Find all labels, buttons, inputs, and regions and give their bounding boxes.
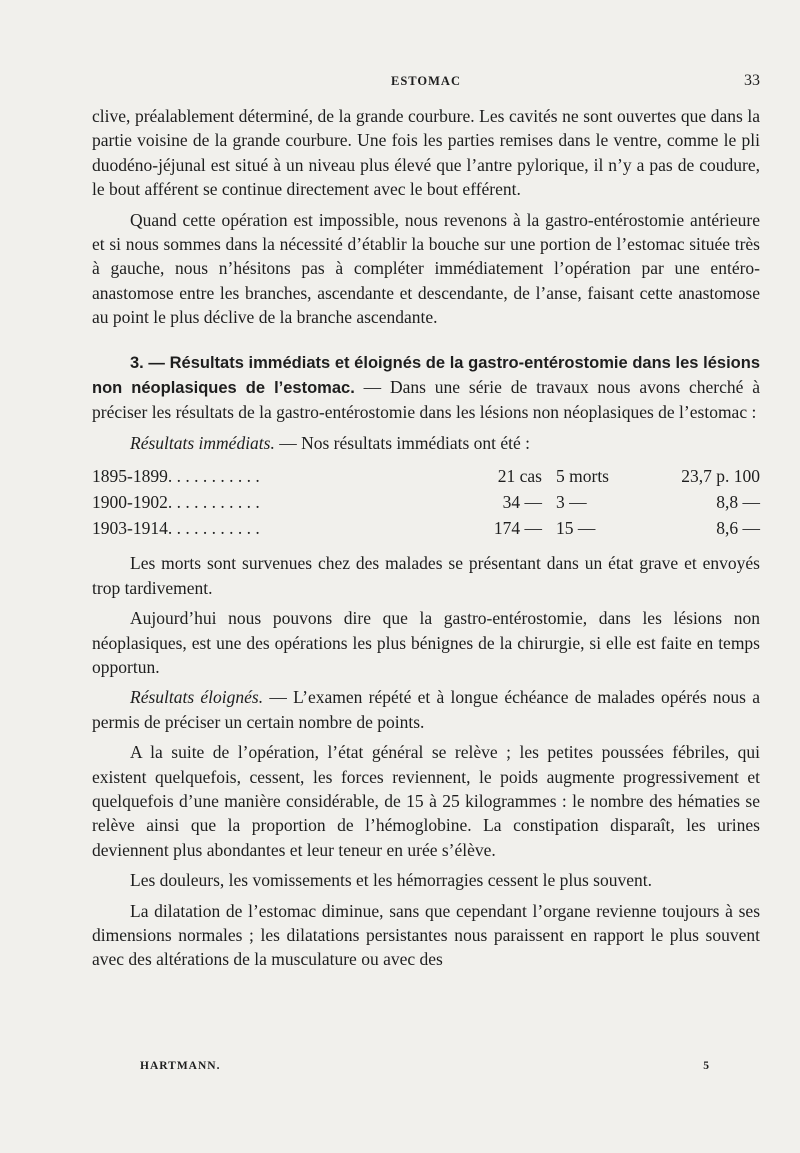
percent-cell: 23,7 p. 100 [681,466,760,487]
cases-cell: 21 cas [497,466,542,487]
deaths-cell: 5 morts [556,466,609,487]
paragraph-6: Aujourd’hui nous pouvons dire que la gastro-entérostomie, dans les lésions non néoplasiques, est une des opérations les plus bénignes de la chirurgie, si elle est faite en temps opportun. [92,608,760,677]
period-cell: 1895-1899. . . . . . . . . . . [92,466,260,487]
cases-cell: 34 — [502,492,542,513]
table-row [92,463,760,489]
cases-cell: 174 — [493,518,542,539]
paragraph-9: Les douleurs, les vomissements et les hémorragies cessent le plus souvent. [130,870,652,891]
period-cell: 1900-1902. . . . . . . . . . . [92,492,260,513]
footer-signature: 5 [703,1060,710,1072]
results-table [92,463,760,541]
remote-results-label: Résultats éloignés. [130,687,264,708]
section-intro: — Dans une série de travaux nous avons cherché à préciser les résultats de la gastro-entérostomie dans les lésions non néoplasiques de l’estomac : [92,377,760,423]
body-text [92,104,760,978]
paragraph-8: A la suite de l’opération, l’état général se relève ; les petites poussées fébriles, qui existent quelquefois, cessent, les forces reviennent, le poids augmente progressivement et quelquefois d’une manière considérable, de 15 à 25 kilogrammes : le nombre des hématies se relève ainsi que la proportion de l’hémoglobine. La constipation disparaît, les urines deviennent plus abondantes et leur teneur en urée s’élève. [92,742,760,860]
deaths-cell: 3 — [556,492,587,513]
immediate-results-label: Résultats immédiats. [130,432,275,453]
section-title: 3. — Résultats immédiats et éloignés de la gastro-entérostomie dans les lésions non néoplasiques de l’estomac. [92,353,760,398]
deaths-cell: 15 — [556,518,596,539]
page-number: 33 [744,72,760,89]
period-cell: 1903-1914. . . . . . . . . . . [92,518,260,539]
paragraph-10: La dilatation de l’estomac diminue, sans que cependant l’organe revienne toujours à ses dimensions normales ; les dilatations persistantes nous paraissent en rapport le plus souvent avec des altérations de la musculature ou avec des [92,900,760,970]
running-head [92,74,760,96]
footer [140,1060,710,1080]
immediate-results-paragraph [92,431,760,455]
table-row [92,489,760,515]
footer-author: HARTMANN. [140,1060,221,1072]
paragraph-1: clive, préalablement déterminé, de la grande courbure. Les cavités ne sont ouvertes que dans la partie voisine de la grande courbure. Une fois les parties remises dans le ventre, comme le pli duodéno-jéjunal est situé à un niveau plus élevé que l’antre pylorique, il n’y a pas de coudure, le bout afférent se continue directement avec le bout efférent. [92,106,760,200]
remote-results-paragraph [92,685,760,734]
section-paragraph [92,350,760,425]
paragraph-2: Quand cette opération est impossible, nous revenons à la gastro-entérostomie antérieure et si nous sommes dans la nécessité d’établir la bouche sur une portion de l’estomac située très à gauche, nous n’hésitons pas à compléter immédiatement l’opération par une entéro-anastomose entre les branches, ascendante et descendante, de l’anse, faisant cette anastomose au point le plus déclive de la branche ascendante. [92,209,760,328]
table-row [92,515,760,541]
remote-results-text: — L’examen répété et à longue échéance de malades opérés nous a permis de préciser un certain nombre de points. [92,687,761,732]
paragraph-5: Les morts sont survenues chez des malades se présentant dans un état grave et envoyés trop tardivement. [92,553,760,598]
percent-cell: 8,6 — [716,518,760,539]
running-title: ESTOMAC [391,74,461,88]
immediate-results-text: — Nos résultats immédiats ont été : [274,432,531,453]
percent-cell: 8,8 — [716,492,760,513]
